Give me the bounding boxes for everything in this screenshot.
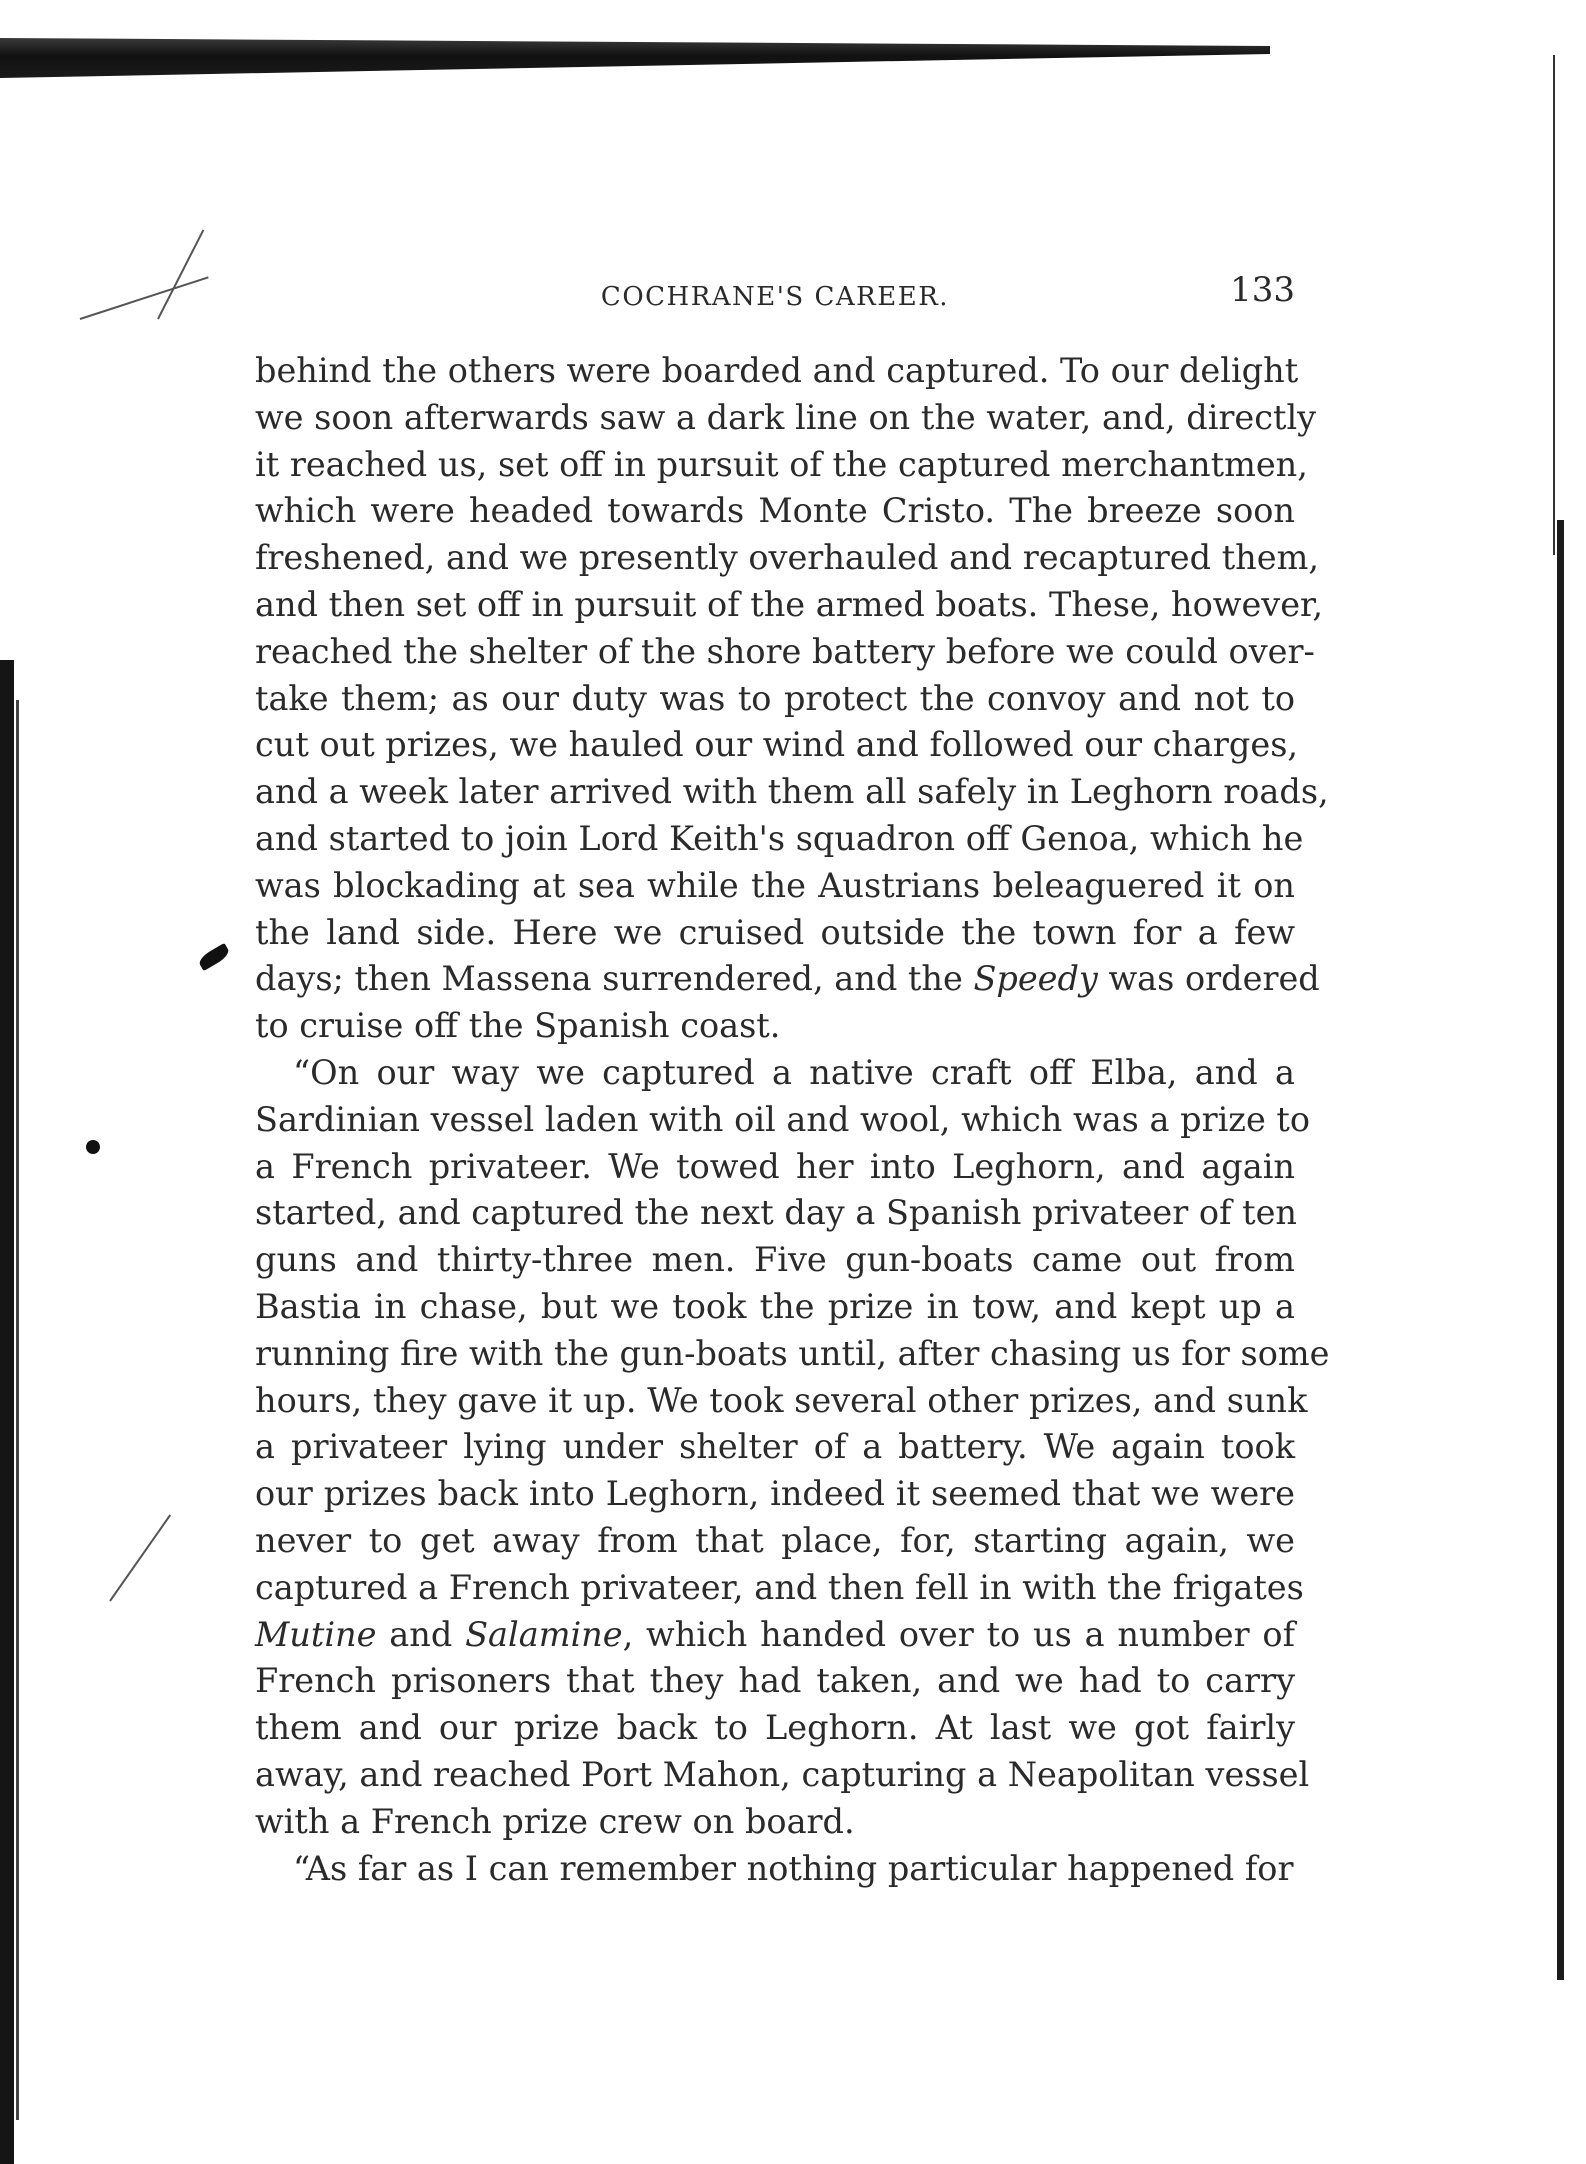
text-line: take them; as our duty was to protect the convoy and not to bbox=[255, 678, 1295, 718]
text-line: away, and reached Port Mahon, capturing a Neapolitan vessel bbox=[255, 1754, 1310, 1794]
body-text bbox=[255, 348, 1330, 1892]
text-line: “On our way we captured a native craft off Elba, and a bbox=[293, 1052, 1295, 1092]
text-line: Bastia in chase, but we took the prize in tow, and kept up a bbox=[255, 1286, 1295, 1326]
text-span: , which handed over to us a number of bbox=[622, 1614, 1295, 1654]
text-line: our prizes back into Leghorn, indeed it seemed that we were bbox=[255, 1474, 1295, 1514]
paragraph-3 bbox=[255, 1846, 1295, 1893]
text-line: we soon afterwards saw a dark line on the water, and, directly bbox=[255, 397, 1317, 437]
text-line: the land side. Here we cruised outside the town for a few bbox=[255, 912, 1295, 952]
scan-left-edge-thin bbox=[16, 700, 19, 2120]
scan-top-bar bbox=[0, 38, 1270, 78]
text-line: with a French prize crew on board. bbox=[255, 1801, 855, 1841]
pencil-mark bbox=[157, 229, 204, 319]
text-line: Sardinian vessel laden with oil and wool, which was a prize to bbox=[255, 1099, 1311, 1139]
pencil-mark bbox=[80, 276, 209, 320]
page-number: 133 bbox=[1230, 270, 1295, 310]
text-line: running fire with the gun-boats until, after chasing us for some bbox=[255, 1333, 1330, 1373]
text-line: was blockading at sea while the Austrians beleaguered it on bbox=[255, 865, 1295, 905]
text-span: was ordered bbox=[1097, 959, 1320, 999]
scan-right-edge-thin bbox=[1553, 55, 1555, 555]
text-line bbox=[255, 1612, 1295, 1659]
text-line: to cruise off the Spanish coast. bbox=[255, 1006, 781, 1046]
text-line: hours, they gave it up. We took several other prizes, and sunk bbox=[255, 1380, 1308, 1420]
text-line: them and our prize back to Leghorn. At last we got fairly bbox=[255, 1708, 1295, 1748]
text-line: and a week later arrived with them all safely in Leghorn roads, bbox=[255, 772, 1329, 812]
page-header bbox=[255, 270, 1295, 330]
ink-mark bbox=[197, 943, 232, 971]
ship-name: Mutine bbox=[255, 1614, 377, 1654]
text-line: reached the shelter of the shore battery before we could over- bbox=[255, 631, 1315, 671]
paragraph-1 bbox=[255, 348, 1329, 1050]
scan-left-edge bbox=[0, 660, 14, 2164]
running-head: COCHRANE'S CAREER. bbox=[600, 282, 950, 312]
ship-name: Speedy bbox=[973, 959, 1098, 999]
ink-dot bbox=[86, 1140, 100, 1154]
text-line: freshened, and we presently overhauled and recaptured them, bbox=[255, 538, 1319, 578]
text-line: cut out prizes, we hauled our wind and followed our charges, bbox=[255, 725, 1299, 765]
text-line: a privateer lying under shelter of a battery. We again took bbox=[255, 1427, 1295, 1467]
text-line: French prisoners that they had taken, and we had to carry bbox=[255, 1661, 1295, 1701]
paragraph-2 bbox=[255, 1050, 1330, 1846]
text-line: started, and captured the next day a Spanish privateer of ten bbox=[255, 1193, 1297, 1233]
text-line: which were headed towards Monte Cristo. The breeze soon bbox=[255, 491, 1295, 531]
text-line: and started to join Lord Keith's squadron off Genoa, which he bbox=[255, 818, 1304, 858]
ship-name: Salamine bbox=[465, 1614, 623, 1654]
text-span: and bbox=[376, 1614, 466, 1654]
text-line: behind the others were boarded and captured. To our delight bbox=[255, 351, 1299, 390]
pencil-mark bbox=[109, 1514, 171, 1601]
text-span: days; then Massena surrendered, and the bbox=[255, 959, 974, 999]
scan-right-edge bbox=[1557, 520, 1564, 1980]
text-line bbox=[255, 956, 1320, 1003]
text-line: “As far as I can remember nothing particular happened for bbox=[293, 1848, 1294, 1888]
text-line: and then set off in pursuit of the armed boats. These, however, bbox=[255, 584, 1324, 624]
text-line: never to get away from that place, for, starting again, we bbox=[255, 1520, 1295, 1560]
text-line: guns and thirty-three men. Five gun-boats came out from bbox=[255, 1240, 1295, 1280]
text-line: it reached us, set off in pursuit of the captured merchantmen, bbox=[255, 444, 1308, 484]
text-line: a French privateer. We towed her into Leghorn, and again bbox=[255, 1146, 1295, 1186]
text-line: captured a French privateer, and then fell in with the frigates bbox=[255, 1567, 1304, 1607]
